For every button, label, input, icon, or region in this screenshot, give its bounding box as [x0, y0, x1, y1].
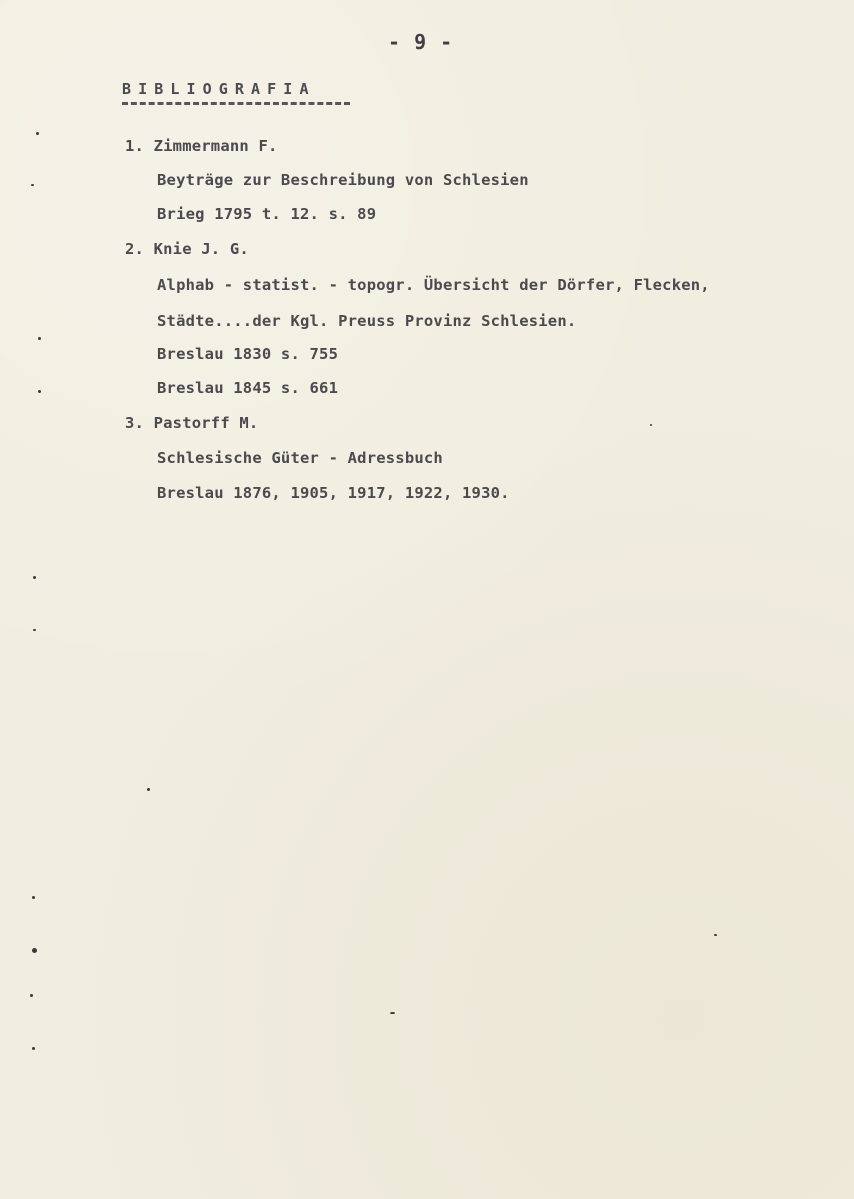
margin-speck: [30, 994, 33, 997]
margin-speck: [33, 576, 36, 579]
entry-3-publication: Breslau 1876, 1905, 1917, 1922, 1930.: [157, 484, 510, 502]
margin-speck: [36, 132, 39, 135]
paper-speck: [650, 424, 652, 426]
entry-3-title: Schlesische Güter - Adressbuch: [157, 449, 443, 467]
entry-1-title: Beyträge zur Beschreibung von Schlesien: [157, 171, 529, 189]
paper-speck: [390, 1012, 395, 1014]
margin-speck: [38, 390, 41, 393]
entry-2-publication-2: Breslau 1845 s. 661: [157, 379, 339, 397]
margin-speck: [38, 337, 41, 340]
entry-1-publication: Brieg 1795 t. 12. s. 89: [157, 205, 377, 223]
heading-underline: [122, 102, 350, 105]
paper-speck: [147, 788, 150, 791]
margin-speck: [32, 1047, 35, 1050]
margin-speck: [33, 629, 36, 631]
margin-speck: [31, 184, 34, 186]
margin-speck: [32, 896, 35, 899]
paper-speck: [714, 934, 717, 936]
entry-2-publication-1: Breslau 1830 s. 755: [157, 345, 339, 363]
page-number: - 9 -: [388, 30, 454, 54]
bibliography-heading: BIBLIOGRAFIA: [122, 80, 316, 98]
entry-2-title-line-1: Alphab - statist. - topogr. Übersicht der Dörfer, Flecken,: [157, 276, 710, 294]
entry-2-title-line-2: Städte....der Kgl. Preuss Provinz Schlesien.: [157, 312, 577, 330]
entry-2-author: 2. Knie J. G.: [125, 240, 249, 258]
entry-1-author: 1. Zimmermann F.: [125, 137, 278, 155]
margin-speck: [32, 948, 37, 953]
entry-3-author: 3. Pastorff M.: [125, 414, 259, 432]
